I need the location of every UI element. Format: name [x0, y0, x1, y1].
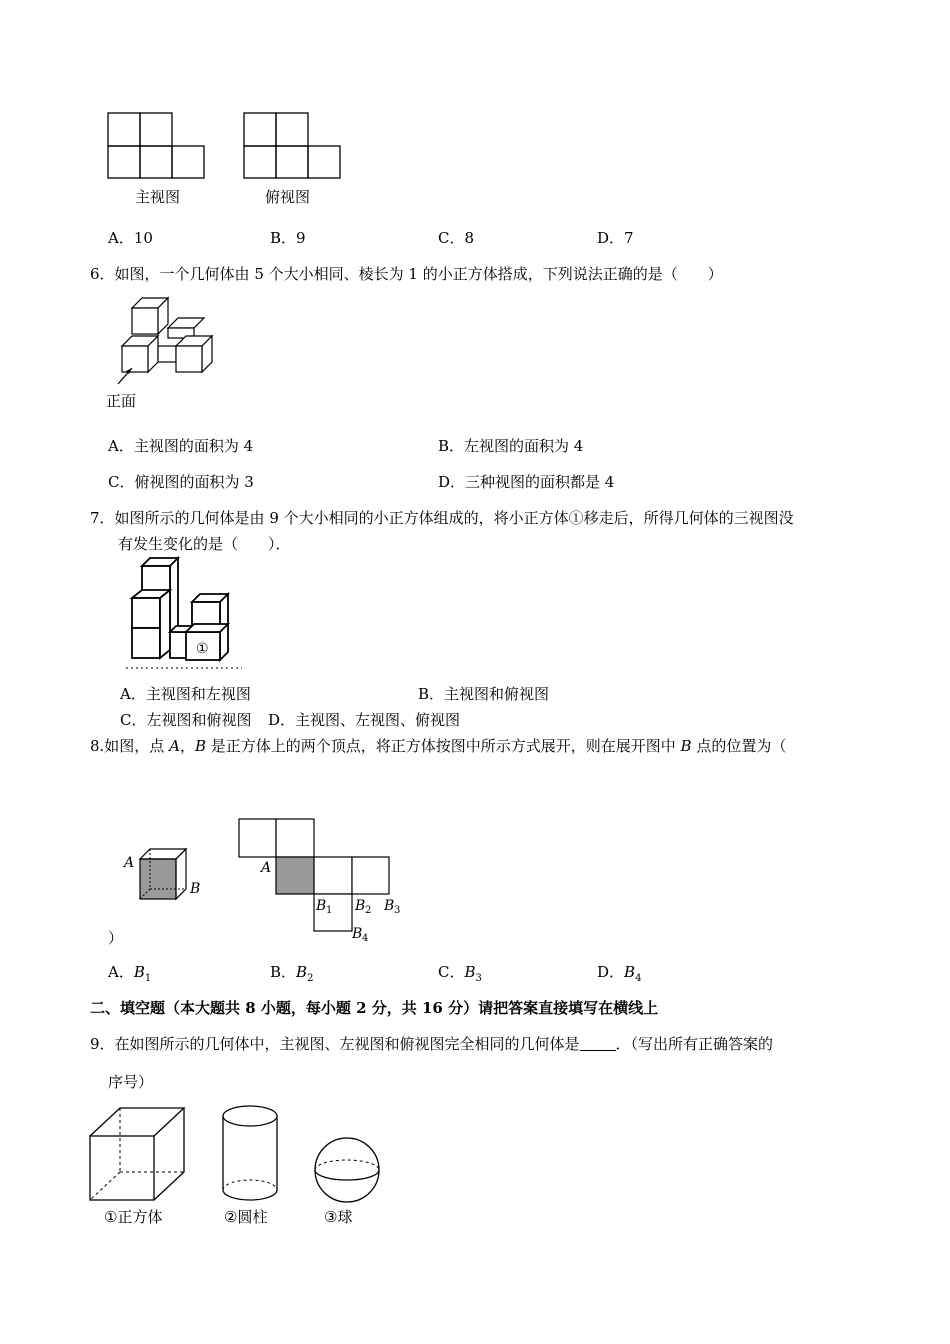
q6-front-label: 正面 [106, 392, 137, 410]
q9-figure-label-cube: ①正方体 [104, 1208, 163, 1226]
q8-net-label-a: A [261, 860, 272, 876]
q5-option-c: C．8 [438, 229, 475, 247]
q9-sphere-figure [312, 1136, 384, 1204]
q8-cube-label-a: A [124, 855, 135, 871]
q5-front-view-label: 主视图 [135, 188, 181, 206]
q9-cylinder-figure [220, 1104, 282, 1204]
q6-option-d: D．三种视图的面积都是 4 [438, 473, 615, 491]
q9-stem-line2: 序号） [108, 1073, 154, 1091]
q7-option-d: D．主视图、左视图、俯视图 [268, 711, 461, 729]
q8-net-label-b1: B [316, 898, 327, 914]
q8-net-sub-2: 2 [365, 905, 372, 916]
q8-net-sub-1: 1 [326, 905, 333, 916]
q6-cube-figure [118, 294, 218, 384]
q7-option-b: B．主视图和俯视图 [418, 685, 550, 703]
q7-option-c: C．左视图和俯视图 [120, 711, 252, 729]
q8-net-label-b3: B [384, 898, 395, 914]
q8-net-sub-3: 3 [394, 905, 401, 916]
q5-option-a: A．10 [108, 229, 153, 247]
q9-figure-label-sphere: ③球 [324, 1208, 353, 1226]
q5-front-view-figure [107, 112, 207, 180]
q5-option-d: D．7 [597, 229, 634, 247]
q5-top-view-label: 俯视图 [265, 188, 311, 206]
q6-option-b: B．左视图的面积为 4 [438, 437, 584, 455]
q8-option-c: C．$B_3$ [438, 963, 482, 984]
q8-net-sub-4: 4 [362, 933, 369, 944]
q8-option-b: B．$B_2$ [270, 963, 314, 984]
q9-cube-figure [88, 1106, 188, 1204]
q9-stem-line1: 9．在如图所示的几何体中，主视图、左视图和俯视图完全相同的几何体是 ．（写出所有正确答案的 [90, 1035, 774, 1053]
q8-option-d: D．$B_4$ [597, 963, 642, 984]
q8-close-paren: ） [108, 929, 124, 947]
q7-stem-line2: 有发生变化的是（ ）． [118, 535, 291, 553]
q5-top-view-figure [243, 112, 343, 180]
q7-option-a: A．主视图和左视图 [120, 685, 251, 703]
q6-option-c: C．俯视图的面积为 3 [108, 473, 254, 491]
q8-net-label-b2: B [355, 898, 366, 914]
q9-figure-label-cylinder: ②圆柱 [224, 1208, 268, 1226]
q8-net-label-b4: B [352, 926, 363, 942]
q6-option-a: A．主视图的面积为 4 [108, 437, 254, 455]
q8-cube-figure [120, 845, 210, 905]
q8-stem: 8.如图，点 A，B 是正方体上的两个顶点，将正方体按图中所示方式展开，则在展开图中 B 点的位置为（ [90, 737, 787, 755]
q7-cube-mark: ① [196, 641, 209, 657]
q8-cube-label-b: B [190, 881, 201, 897]
q7-stem-line1: 7．如图所示的几何体是由 9 个大小相同的小正方体组成的，将小正方体①移走后，所得几何体的三视图没 [90, 509, 794, 527]
q8-option-a: A．$B_1$ [108, 963, 152, 984]
q6-stem: 6．如图，一个几何体由 5 个大小相同、棱长为 1 的小正方体搭成，下列说法正确的是（ ） [90, 265, 723, 283]
q8-net-figure [238, 818, 418, 948]
q9-answer-blank[interactable] [580, 1036, 616, 1051]
q7-cube-figure [122, 556, 247, 671]
q5-option-b: B．9 [270, 229, 306, 247]
section2-title: 二、填空题（本大题共 8 小题，每小题 2 分，共 16 分）请把答案直接填写在横线上 [90, 999, 659, 1017]
